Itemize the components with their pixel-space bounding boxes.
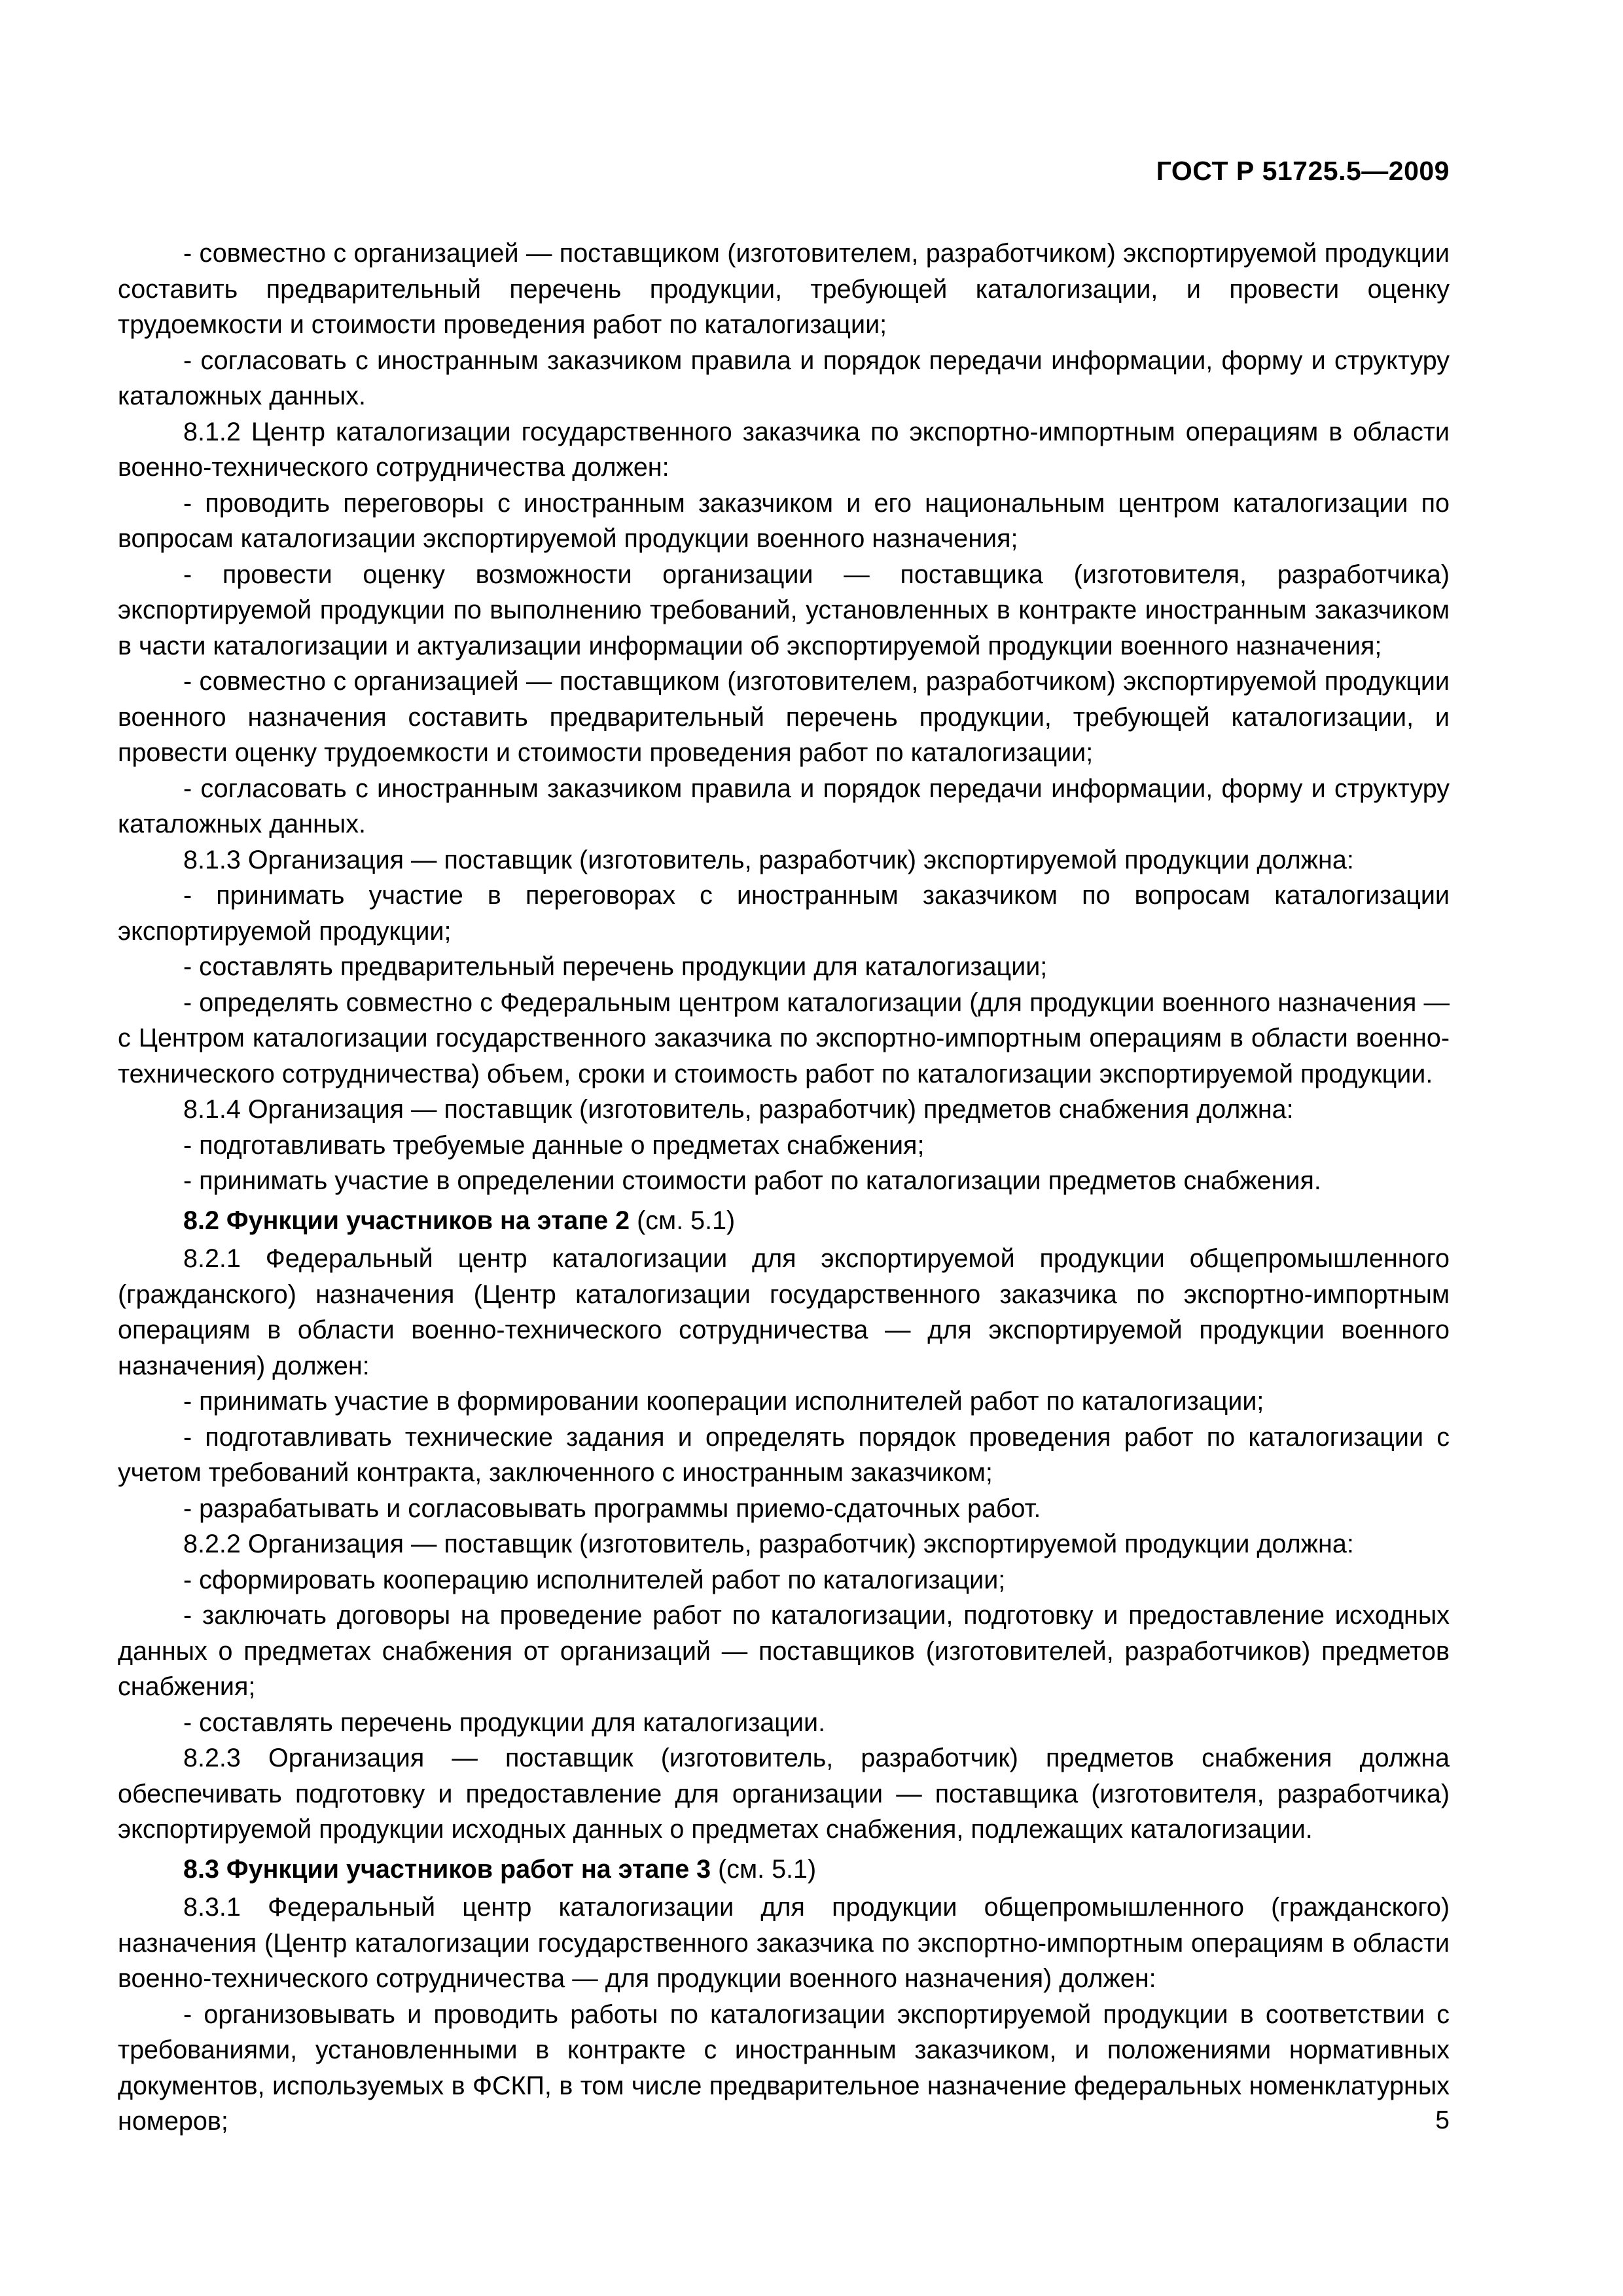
section-heading-8-3: [118, 1852, 1450, 1888]
clause-8-2-1: 8.2.1 Федеральный центр каталогизации для экспортируемой продукции общепромышленного (гражданского) назначения (Центр каталогизации государственного заказчика по экспортно-импортным операциям в области военно-технического сотрудничества — для экспортируемой продукции военного назначения) должен:: [118, 1244, 1450, 1380]
document-body: [118, 236, 1450, 2140]
clause-8-2-2: 8.2.2 Организация — поставщик (изготовитель, разработчик) экспортируемой продукции должна:: [183, 1530, 1354, 1558]
section-heading-8-3-ref: (см. 5.1): [711, 1854, 817, 1884]
paragraph: - определять совместно с Федеральным центром каталогизации (для продукции военного назначения — с Центром каталогизации государственного заказчика по экспортно-импортным операциям в области военно-технического сотрудничества) объем, сроки и стоимость работ по каталогизации экспортируемой продукции.: [118, 988, 1450, 1088]
paragraph: - составлять перечень продукции для каталогизации.: [183, 1708, 826, 1737]
paragraph: - принимать участие в переговорах с иностранным заказчиком по вопросам каталогизации экспортируемой продукции;: [118, 881, 1450, 946]
section-heading-8-3-bold: 8.3 Функции участников работ на этапе 3: [183, 1854, 711, 1884]
paragraph: - согласовать с иностранным заказчиком правила и порядок передачи информации, форму и структуру каталожных данных.: [118, 346, 1450, 410]
clause-8-1-3: 8.1.3 Организация — поставщик (изготовитель, разработчик) экспортируемой продукции должна:: [183, 845, 1354, 874]
clause-8-2-3: 8.2.3 Организация — поставщик (изготовитель, разработчик) предметов снабжения должна обеспечивать подготовку и предоставление для организации — поставщика (изготовителя, разработчика) экспортируемой продукции исходных данных о предметах снабжения, подлежащих каталогизации.: [118, 1744, 1450, 1844]
paragraph: - подготавливать технические задания и определять порядок проведения работ по каталогизации с учетом требований контракта, заключенного с иностранным заказчиком;: [118, 1422, 1450, 1487]
paragraph: - составлять предварительный перечень продукции для каталогизации;: [183, 952, 1048, 981]
paragraph: - сформировать кооперацию исполнителей работ по каталогизации;: [183, 1565, 1006, 1594]
document-code-header: ГОСТ Р 51725.5—2009: [1156, 156, 1450, 186]
clause-8-1-2: 8.1.2 Центр каталогизации государственного заказчика по экспортно-импортным операциям в области военно-технического сотрудничества должен:: [118, 417, 1450, 482]
paragraph: - принимать участие в определении стоимости работ по каталогизации предметов снабжения.: [183, 1166, 1321, 1195]
paragraph: - принимать участие в формировании кооперации исполнителей работ по каталогизации;: [183, 1387, 1264, 1416]
paragraph: - разрабатывать и согласовывать программы приемо-сдаточных работ.: [183, 1494, 1041, 1523]
clause-8-1-4: 8.1.4 Организация — поставщик (изготовитель, разработчик) предметов снабжения должна:: [183, 1095, 1294, 1124]
paragraph: - проводить переговоры с иностранным заказчиком и его национальным центром каталогизации по вопросам каталогизации экспортируемой продукции военного назначения;: [118, 488, 1450, 553]
paragraph: - провести оценку возможности организации — поставщика (изготовителя, разработчика) экспортируемой продукции по выполнению требований, установленных в контракте иностранным заказчиком в части каталогизации и актуализации информации об экспортируемой продукции военного назначения;: [118, 560, 1450, 660]
paragraph: - заключать договоры на проведение работ по каталогизации, подготовку и предоставление исходных данных о предметах снабжения от организаций — поставщиков (изготовителей, разработчиков) предметов снабжения;: [118, 1601, 1450, 1701]
page-number: 5: [1435, 2106, 1450, 2134]
paragraph: - совместно с организацией — поставщиком (изготовителем, разработчиком) экспортируемой продукции составить предварительный перечень продукции, требующей каталогизации, и провести оценку трудоемкости и стоимости проведения работ по каталогизации;: [118, 239, 1450, 339]
paragraph: - организовывать и проводить работы по каталогизации экспортируемой продукции в соответствии с требованиями, установленными в контракте с иностранным заказчиком, и положениями нормативных документов, используемых в ФСКП, в том числе предварительное назначение федеральных номенклатурных номеров;: [118, 2000, 1450, 2136]
section-heading-8-2-bold: 8.2 Функции участников на этапе 2: [183, 1206, 630, 1235]
paragraph: - подготавливать требуемые данные о предметах снабжения;: [183, 1130, 925, 1160]
section-heading-8-2-ref: (см. 5.1): [630, 1206, 736, 1235]
paragraph: - согласовать с иностранным заказчиком правила и порядок передачи информации, форму и структуру каталожных данных.: [118, 774, 1450, 838]
clause-8-3-1: 8.3.1 Федеральный центр каталогизации для продукции общепромышленного (гражданского) назначения (Центр каталогизации государственного заказчика по экспортно-импортным операциям в области военно-технического сотрудничества — для продукции военного назначения) должен:: [118, 1893, 1450, 1993]
section-heading-8-2: [118, 1203, 1450, 1239]
paragraph: - совместно с организацией — поставщиком (изготовителем, разработчиком) экспортируемой продукции военного назначения составить предварительный перечень продукции, требующей каталогизации, и провести оценку трудоемкости и стоимости проведения работ по каталогизации;: [118, 667, 1450, 767]
